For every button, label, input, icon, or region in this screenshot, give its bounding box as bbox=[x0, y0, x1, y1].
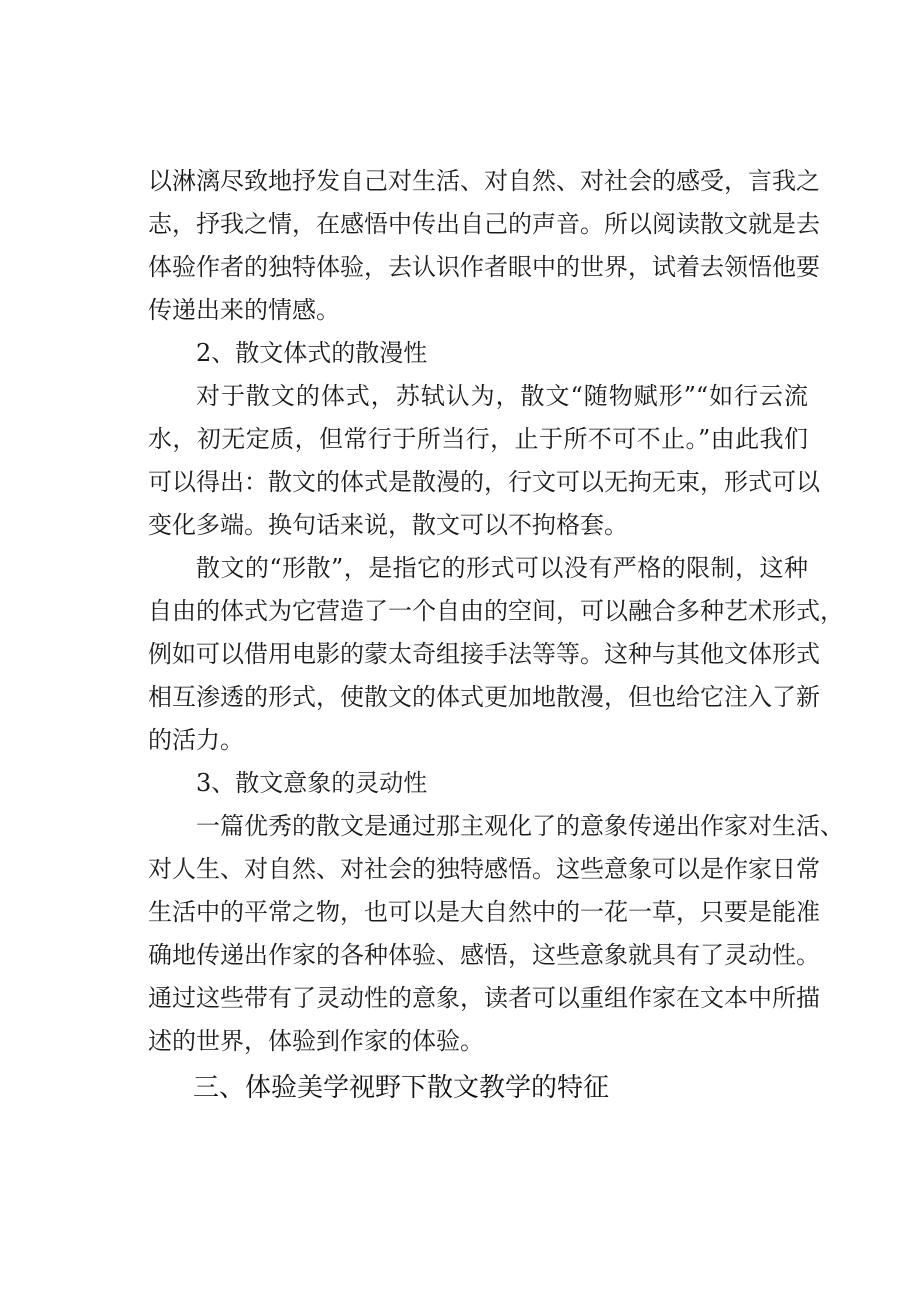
paragraph-line: 体验作者的独特体验，去认识作者眼中的世界，试着去领悟他要 bbox=[148, 253, 820, 281]
section-subheading: 3、散文意象的灵动性 bbox=[196, 769, 428, 797]
section-subheading: 2、散文体式的散漫性 bbox=[196, 339, 428, 367]
paragraph-line: 变化多端。换句话来说，散文可以不拘格套。 bbox=[148, 511, 628, 539]
paragraph-line: 相互渗透的形式，使散文的体式更加地散漫，但也给它注入了新 bbox=[148, 683, 820, 711]
paragraph-line: 对于散文的体式，苏轼认为，散文“随物赋形”“如行云流 bbox=[196, 382, 808, 410]
paragraph-line: 生活中的平常之物，也可以是大自然中的一花一草，只要是能准 bbox=[148, 898, 820, 926]
paragraph-line: 确地传递出作家的各种体验、感悟，这些意象就具有了灵动性。 bbox=[148, 941, 820, 969]
paragraph-line: 例如可以借用电影的蒙太奇组接手法等等。这种与其他文体形式 bbox=[148, 640, 820, 668]
paragraph-line: 志，抒我之情，在感悟中传出自己的声音。所以阅读散文就是去 bbox=[148, 210, 820, 238]
paragraph-line: 可以得出：散文的体式是散漫的，行文可以无拘无束，形式可以 bbox=[148, 468, 820, 496]
paragraph-line: 自由的体式为它营造了一个自由的空间，可以融合多种艺术形式， bbox=[148, 597, 844, 625]
paragraph-line: 对人生、对自然、对社会的独特感悟。这些意象可以是作家日常 bbox=[148, 855, 820, 883]
paragraph-line: 以淋漓尽致地抒发自己对生活、对自然、对社会的感受，言我之 bbox=[148, 167, 820, 195]
section-heading: 三、体验美学视野下散文教学的特征 bbox=[193, 1073, 610, 1103]
paragraph-line: 传递出来的情感。 bbox=[148, 296, 340, 324]
paragraph-line: 通过这些带有了灵动性的意象，读者可以重组作家在文本中所描 bbox=[148, 984, 820, 1012]
paragraph-line: 的活力。 bbox=[148, 726, 244, 754]
paragraph-line: 一篇优秀的散文是通过那主观化了的意象传递出作家对生活、 bbox=[196, 812, 844, 840]
paragraph-line: 水，初无定质，但常行于所当行，止于所不可不止。”由此我们 bbox=[148, 425, 808, 453]
paragraph-line: 述的世界，体验到作家的体验。 bbox=[148, 1027, 484, 1055]
paragraph-line: 散文的“形散”，是指它的形式可以没有严格的限制，这种 bbox=[196, 554, 808, 582]
